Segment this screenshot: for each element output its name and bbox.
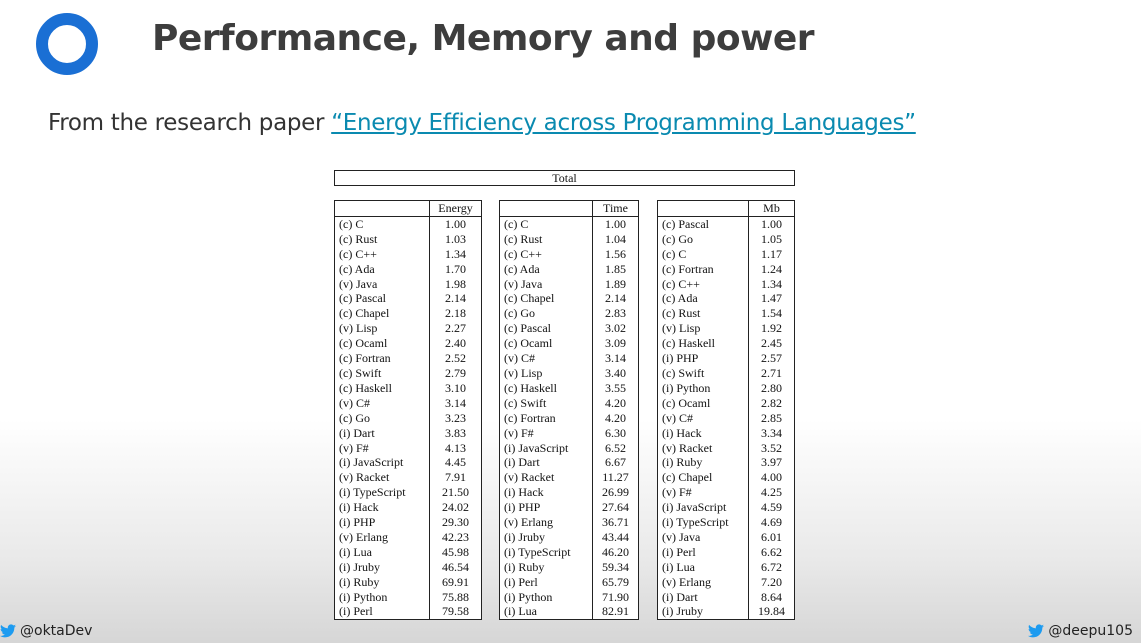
table-row <box>335 455 482 470</box>
value-cell: 6.62 <box>761 544 782 559</box>
language-cell: (v) Erlang <box>500 515 593 530</box>
table-row <box>500 262 639 277</box>
table-row <box>335 545 482 560</box>
table-row <box>335 411 482 426</box>
value-cell: 59.34 <box>602 559 629 574</box>
value-cell: 2.82 <box>761 395 782 410</box>
language-cell: (i) TypeScript <box>658 515 749 530</box>
memory-table <box>657 200 795 620</box>
value-cell: 4.25 <box>761 485 782 500</box>
language-cell: (c) C <box>335 216 430 231</box>
value-cell: 7.91 <box>445 470 466 485</box>
value-cell: 3.34 <box>761 425 782 440</box>
language-cell: (c) Ada <box>658 291 749 306</box>
value-cell: 3.55 <box>605 380 626 395</box>
language-cell: (i) Perl <box>335 604 430 619</box>
value-cell: 6.30 <box>605 425 626 440</box>
value-cell: 19.84 <box>758 604 785 619</box>
language-cell: (c) Rust <box>658 306 749 321</box>
table-row <box>335 216 482 231</box>
language-cell: (c) Swift <box>335 366 430 381</box>
language-cell: (c) Pascal <box>500 321 593 336</box>
table-row <box>335 470 482 485</box>
energy-column-header: Energy <box>430 201 482 217</box>
twitter-bird-icon <box>1028 624 1044 638</box>
language-cell: (i) JavaScript <box>658 500 749 515</box>
value-cell: 1.47 <box>761 291 782 306</box>
table-row <box>658 441 795 456</box>
language-cell: (v) F# <box>335 441 430 456</box>
value-cell: 1.05 <box>761 231 782 246</box>
paper-link[interactable]: “Energy Efficiency across Programming Languages” <box>331 110 916 136</box>
table-row <box>500 232 639 247</box>
value-cell: 65.79 <box>602 574 629 589</box>
value-cell: 2.40 <box>445 336 466 351</box>
language-cell: (i) Dart <box>335 426 430 441</box>
value-cell: 6.72 <box>761 559 782 574</box>
footer-right <box>1028 623 1133 639</box>
language-cell: (v) Erlang <box>658 575 749 590</box>
table-row <box>500 545 639 560</box>
value-cell: 46.54 <box>442 559 469 574</box>
okta-logo-icon <box>36 13 98 75</box>
value-cell: 1.98 <box>445 276 466 291</box>
value-cell: 1.56 <box>605 246 626 261</box>
value-cell: 2.45 <box>761 336 782 351</box>
value-cell: 2.18 <box>445 306 466 321</box>
language-cell: (i) Dart <box>658 590 749 605</box>
table-row <box>658 247 795 262</box>
time-table <box>499 200 639 620</box>
table-row <box>500 396 639 411</box>
language-cell: (v) Racket <box>335 470 430 485</box>
value-cell: 1.00 <box>445 216 466 231</box>
value-cell: 1.00 <box>605 216 626 231</box>
table-row <box>335 575 482 590</box>
table-row <box>658 455 795 470</box>
language-cell: (i) JavaScript <box>335 455 430 470</box>
table-row <box>658 336 795 351</box>
value-cell: 2.14 <box>445 291 466 306</box>
value-cell: 2.27 <box>445 321 466 336</box>
language-cell: (c) Fortran <box>500 411 593 426</box>
language-cell: (i) Python <box>658 381 749 396</box>
table-row <box>335 232 482 247</box>
table-row <box>658 351 795 366</box>
table-row <box>335 277 482 292</box>
table-row <box>500 336 639 351</box>
value-cell: 2.85 <box>761 410 782 425</box>
memory-column-header: Mb <box>749 201 795 217</box>
language-cell: (c) Ada <box>335 262 430 277</box>
value-cell: 7.20 <box>761 574 782 589</box>
language-cell: (i) Jruby <box>500 530 593 545</box>
language-cell: (v) Lisp <box>335 321 430 336</box>
value-cell: 4.69 <box>761 515 782 530</box>
table-row <box>500 485 639 500</box>
table-row <box>658 232 795 247</box>
value-cell: 1.92 <box>761 321 782 336</box>
table-row <box>335 441 482 456</box>
slide-title: Performance, Memory and power <box>152 18 814 59</box>
value-cell: 3.83 <box>445 425 466 440</box>
language-cell: (c) C++ <box>335 247 430 262</box>
language-cell: (v) Racket <box>658 441 749 456</box>
language-cell: (i) Hack <box>658 426 749 441</box>
value-cell: 21.50 <box>442 485 469 500</box>
language-cell: (c) C <box>658 247 749 262</box>
value-cell: 11.27 <box>602 470 629 485</box>
value-cell: 8.64 <box>761 589 782 604</box>
language-cell: (v) Racket <box>500 470 593 485</box>
language-cell: (c) Haskell <box>335 381 430 396</box>
table-row <box>658 560 795 575</box>
language-cell: (c) Ocaml <box>335 336 430 351</box>
table-row <box>658 575 795 590</box>
value-cell: 1.54 <box>761 306 782 321</box>
table-row <box>500 426 639 441</box>
language-cell: (i) Ruby <box>658 455 749 470</box>
value-cell: 3.40 <box>605 365 626 380</box>
table-row <box>500 455 639 470</box>
subtitle <box>48 110 916 136</box>
value-cell: 1.24 <box>761 261 782 276</box>
table-row <box>658 216 795 231</box>
language-cell: (i) PHP <box>500 500 593 515</box>
table-row <box>335 381 482 396</box>
table-header-row <box>658 201 795 217</box>
value-cell: 2.52 <box>445 351 466 366</box>
language-cell: (c) Rust <box>335 232 430 247</box>
table-row <box>500 560 639 575</box>
language-cell: (c) Go <box>658 232 749 247</box>
language-cell: (c) Swift <box>500 396 593 411</box>
language-cell: (c) Fortran <box>335 351 430 366</box>
value-cell: 2.79 <box>445 365 466 380</box>
value-cell: 75.88 <box>442 589 469 604</box>
language-cell: (i) TypeScript <box>335 485 430 500</box>
table-row <box>500 277 639 292</box>
table-row <box>335 560 482 575</box>
language-cell: (v) F# <box>658 485 749 500</box>
table-row <box>500 411 639 426</box>
value-cell: 4.45 <box>445 455 466 470</box>
language-cell: (i) PHP <box>658 351 749 366</box>
language-cell: (i) PHP <box>335 515 430 530</box>
value-cell: 43.44 <box>602 529 629 544</box>
table-row <box>335 485 482 500</box>
value-cell: 3.10 <box>445 380 466 395</box>
table-row <box>658 485 795 500</box>
table-row <box>335 590 482 605</box>
table-header-row <box>500 201 639 217</box>
language-cell: (c) Go <box>500 306 593 321</box>
table-row <box>335 515 482 530</box>
table-row <box>500 575 639 590</box>
value-cell: 4.20 <box>605 410 626 425</box>
value-cell: 46.20 <box>602 544 629 559</box>
language-cell: (i) Lua <box>500 604 593 619</box>
language-cell: (i) Python <box>335 590 430 605</box>
value-cell: 27.64 <box>602 500 629 515</box>
value-cell: 36.71 <box>602 515 629 530</box>
language-cell: (c) C <box>500 216 593 231</box>
table-row <box>335 306 482 321</box>
value-cell: 3.23 <box>445 410 466 425</box>
table-row <box>335 604 482 619</box>
value-cell: 2.71 <box>761 365 782 380</box>
table-row <box>335 426 482 441</box>
value-cell: 1.34 <box>445 246 466 261</box>
table-row <box>335 500 482 515</box>
table-row <box>500 470 639 485</box>
value-cell: 2.83 <box>605 306 626 321</box>
subtitle-prefix: From the research paper <box>48 110 332 136</box>
value-cell: 26.99 <box>602 485 629 500</box>
value-cell: 3.52 <box>761 440 782 455</box>
table-row <box>658 262 795 277</box>
language-cell: (i) Ruby <box>335 575 430 590</box>
table-row <box>335 321 482 336</box>
language-cell: (c) Rust <box>500 232 593 247</box>
language-cell: (v) C# <box>335 396 430 411</box>
value-cell: 4.13 <box>445 440 466 455</box>
language-cell: (v) C# <box>658 411 749 426</box>
table-row <box>658 381 795 396</box>
value-cell: 6.67 <box>605 455 626 470</box>
table-row <box>500 500 639 515</box>
language-cell: (c) Ocaml <box>500 336 593 351</box>
table-row <box>335 351 482 366</box>
language-column-header <box>335 201 430 217</box>
language-cell: (v) Java <box>500 277 593 292</box>
value-cell: 42.23 <box>442 529 469 544</box>
energy-table <box>334 200 482 620</box>
table-row <box>500 366 639 381</box>
table-row <box>658 321 795 336</box>
value-cell: 3.09 <box>605 336 626 351</box>
table-row <box>658 530 795 545</box>
language-cell: (i) TypeScript <box>500 545 593 560</box>
table-row <box>335 366 482 381</box>
value-cell: 2.57 <box>761 351 782 366</box>
language-cell: (v) Java <box>335 277 430 292</box>
language-cell: (c) Chapel <box>335 306 430 321</box>
value-cell: 6.01 <box>761 529 782 544</box>
table-row <box>658 500 795 515</box>
language-cell: (c) Swift <box>658 366 749 381</box>
value-cell: 24.02 <box>442 500 469 515</box>
value-cell: 1.17 <box>761 246 782 261</box>
language-cell: (i) Ruby <box>500 560 593 575</box>
language-cell: (v) Lisp <box>658 321 749 336</box>
value-cell: 4.00 <box>761 470 782 485</box>
language-cell: (c) Fortran <box>658 262 749 277</box>
value-cell: 71.90 <box>602 589 629 604</box>
table-row <box>500 381 639 396</box>
language-cell: (c) C++ <box>500 247 593 262</box>
value-cell: 3.97 <box>761 455 782 470</box>
table-row <box>658 545 795 560</box>
table-row <box>658 291 795 306</box>
language-column-header <box>500 201 593 217</box>
language-cell: (c) Haskell <box>658 336 749 351</box>
value-cell: 1.70 <box>445 261 466 276</box>
language-cell: (c) C++ <box>658 277 749 292</box>
language-cell: (i) Lua <box>658 560 749 575</box>
table-row <box>500 247 639 262</box>
language-cell: (i) JavaScript <box>500 441 593 456</box>
language-cell: (i) Jruby <box>658 604 749 619</box>
value-cell: 3.14 <box>605 351 626 366</box>
table-row <box>658 590 795 605</box>
language-cell: (c) Ada <box>500 262 593 277</box>
language-cell: (i) Dart <box>500 455 593 470</box>
table-row <box>335 530 482 545</box>
table-row <box>335 262 482 277</box>
language-cell: (c) Pascal <box>658 216 749 231</box>
language-cell: (c) Haskell <box>500 381 593 396</box>
table-row <box>335 336 482 351</box>
value-cell: 2.14 <box>605 291 626 306</box>
value-cell: 4.59 <box>761 500 782 515</box>
language-cell: (v) C# <box>500 351 593 366</box>
table-row <box>658 470 795 485</box>
value-cell: 69.91 <box>442 574 469 589</box>
value-cell: 79.58 <box>442 604 469 619</box>
table-row <box>335 396 482 411</box>
table-row <box>500 441 639 456</box>
footer-left <box>0 623 92 639</box>
table-row <box>500 306 639 321</box>
value-cell: 29.30 <box>442 515 469 530</box>
time-column-header: Time <box>593 201 639 217</box>
language-cell: (i) Hack <box>500 485 593 500</box>
language-cell: (c) Chapel <box>658 470 749 485</box>
language-cell: (v) Java <box>658 530 749 545</box>
language-cell: (i) Hack <box>335 500 430 515</box>
value-cell: 45.98 <box>442 544 469 559</box>
language-cell: (i) Jruby <box>335 560 430 575</box>
table-row <box>500 216 639 231</box>
table-row <box>500 590 639 605</box>
language-column-header <box>658 201 749 217</box>
language-cell: (c) Pascal <box>335 291 430 306</box>
value-cell: 1.04 <box>605 231 626 246</box>
table-row <box>500 291 639 306</box>
language-cell: (i) Perl <box>658 545 749 560</box>
value-cell: 2.80 <box>761 380 782 395</box>
table-row <box>658 306 795 321</box>
value-cell: 1.85 <box>605 261 626 276</box>
twitter-bird-icon <box>0 624 16 638</box>
value-cell: 1.34 <box>761 276 782 291</box>
value-cell: 1.03 <box>445 231 466 246</box>
table-row <box>500 604 639 619</box>
value-cell: 3.14 <box>445 395 466 410</box>
table-row <box>500 321 639 336</box>
table-row <box>658 426 795 441</box>
table-row <box>658 515 795 530</box>
table-row <box>658 366 795 381</box>
footer-left-handle: @oktaDev <box>20 623 93 639</box>
language-cell: (c) Chapel <box>500 291 593 306</box>
table-row <box>500 530 639 545</box>
footer-right-handle: @deepu105 <box>1048 623 1133 639</box>
value-cell: 1.89 <box>605 276 626 291</box>
table-row <box>658 604 795 619</box>
language-cell: (c) Ocaml <box>658 396 749 411</box>
table-row <box>500 515 639 530</box>
table-row <box>658 277 795 292</box>
language-cell: (i) Lua <box>335 545 430 560</box>
language-cell: (i) Perl <box>500 575 593 590</box>
table-row <box>500 351 639 366</box>
value-cell: 6.52 <box>605 440 626 455</box>
value-cell: 4.20 <box>605 395 626 410</box>
total-header: Total <box>334 170 795 186</box>
language-cell: (c) Go <box>335 411 430 426</box>
table-header-row <box>335 201 482 217</box>
table-row <box>335 247 482 262</box>
value-cell: 1.00 <box>761 216 782 231</box>
language-cell: (i) Python <box>500 590 593 605</box>
language-cell: (v) Lisp <box>500 366 593 381</box>
table-row <box>658 411 795 426</box>
table-row <box>335 291 482 306</box>
value-cell: 3.02 <box>605 321 626 336</box>
table-row <box>658 396 795 411</box>
language-cell: (v) Erlang <box>335 530 430 545</box>
value-cell: 82.91 <box>602 604 629 619</box>
language-cell: (v) F# <box>500 426 593 441</box>
